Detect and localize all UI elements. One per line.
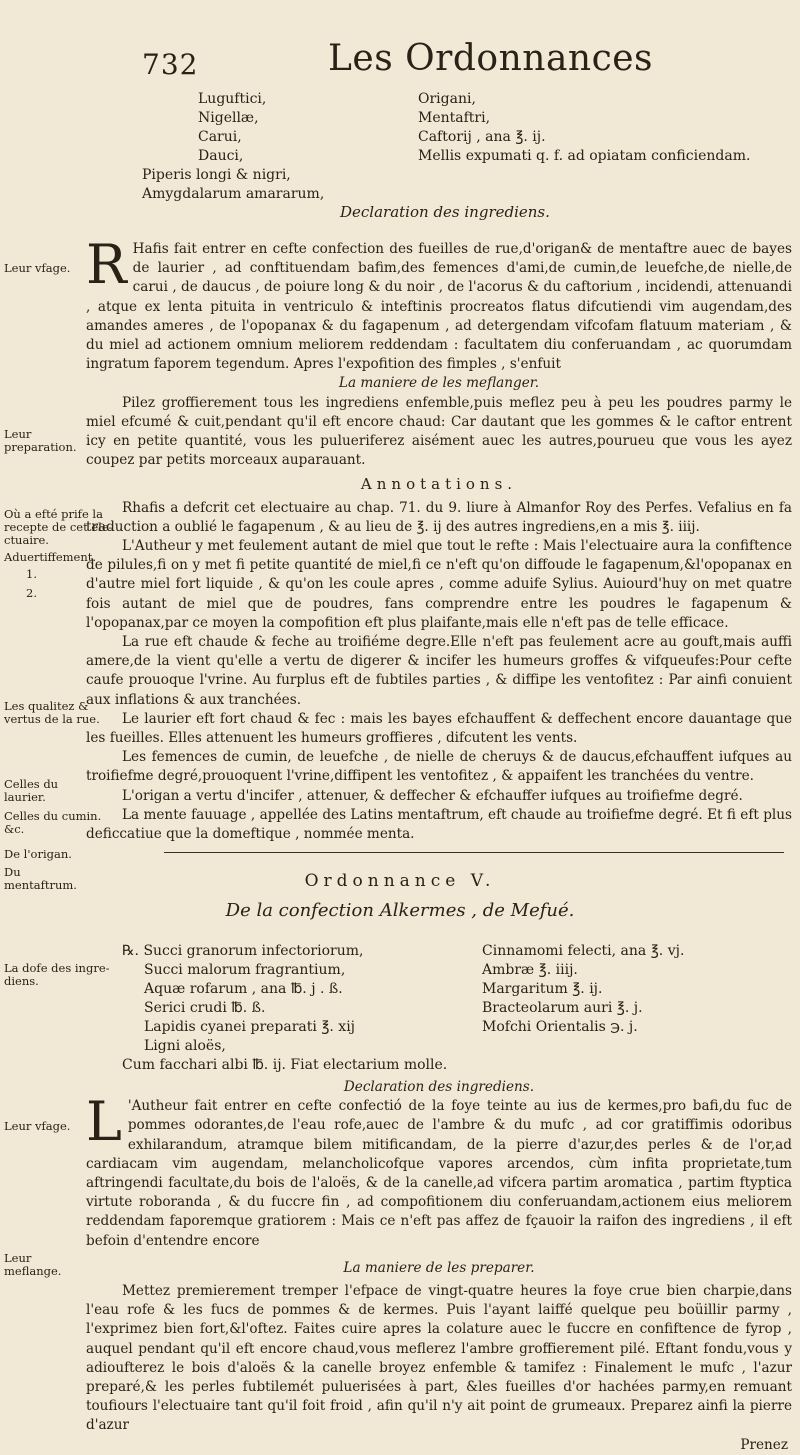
ingredient-line: Mellis expumati q. f. ad opiatam conficiendam.	[418, 148, 751, 164]
ordonnance-title: Ordonnance V.	[304, 871, 496, 891]
recipe-line: Margaritum ℥. ij.	[482, 981, 603, 997]
paragraph	[86, 233, 792, 374]
paragraph: La mente fauuage , appellée des Latins mentaftrum, eft chaude au troifiefme degré. Et fi eft plus deficcatiue que la domeftique , nommée menta.	[86, 806, 792, 843]
recipe-line: Cinnamomi felecti, ana ℥. vj.	[482, 943, 685, 959]
section-divider	[164, 852, 784, 853]
catchword: Prenez	[740, 1436, 788, 1453]
recipe-line: Bracteolarum auri ℥. j.	[482, 1000, 643, 1016]
ingredient-line: Luguftici,	[198, 91, 267, 107]
margin-note-qualities	[4, 699, 100, 726]
manner-heading: La maniere de les meflanger.	[338, 375, 540, 392]
recipe-line: Serici crudi ℔. ß.	[144, 1000, 266, 1016]
margin-line: ctuaire.	[4, 533, 49, 547]
paragraph: Les femences de cumin, de leuefche , de nielle de cheruys & de daucus,efchauffent iufques au troifiefme degré,prouoquent l'vrine,diffipent les ventofitez , & appaifent les tranchées du ventre.	[86, 749, 792, 785]
declaration-heading: Declaration des ingrediens.	[343, 1079, 535, 1095]
ingredient-line: Carui,	[198, 129, 242, 145]
margin-line: &c.	[4, 822, 25, 836]
declaration-heading: Declaration des ingrediens.	[340, 203, 550, 221]
recipe-right-column	[482, 942, 684, 1037]
margin-note-advert: Aduertiffement.	[4, 550, 97, 564]
recipe-line: Cum facchari albi ℔. ij. Fiat electarium molle.	[122, 1057, 448, 1073]
margin-line: Les qualitez &	[4, 699, 89, 713]
margin-line: recepte de cet ele-	[4, 520, 113, 534]
paragraph-text: 'Autheur fait entrer en cefte confectió de la foye teinte au ius de kermes,pro bafi,du fuc de pommes odorantes,de l'eau rofe,auec de l'ambre & du mufc , ad cor gratiffimis odoribus exhilarandum, atramque bilem mitificandam, de la pierre d'azur,des perles & de l'or,ad cardiacam vim augendam, melancholicofque vapores arcendos, cùm infita proprietate,tum aftringendi facultate,du bois de l'aloës, & de la canelle,ad vifcera partim aromatica , partim ftyptica virtute roboranda , & du fuccre fin , ad compofitionem diu conferuandam,actionem eius meliorem reddendam faporemque gratiorem : Mais ce n'eft pas affez de fçauoir la raifon des ingrediens , il eft befoin d'entendre encore	[86, 1098, 792, 1249]
recipe-line: Mofchi Orientalis ℈. j.	[482, 1019, 638, 1035]
margin-note-usage: Leur vfage.	[4, 261, 71, 275]
paragraph: Le laurier eft fort chaud & fec : mais les bayes efchauffent & deffechent encore dauantage que les fueilles. Elles attenuent les humeurs groffieres , difcutent les vents.	[86, 710, 792, 747]
body-text-1	[86, 233, 792, 844]
running-title: Les Ordonnances	[328, 38, 654, 79]
margin-line: Celles du cumin.	[4, 809, 102, 823]
ingredient-line: Caftorij , ana ℥. ij.	[418, 129, 546, 145]
ingredients-right-column	[418, 90, 750, 166]
margin-line: La dofe des ingre-	[4, 961, 110, 975]
margin-number: 1.	[26, 567, 37, 581]
ingredient-line: Amygdalarum amararum,	[142, 186, 325, 202]
margin-note-usage: Leur vfage.	[4, 1119, 71, 1133]
ingredient-line: Nigellæ,	[198, 110, 259, 126]
ingredients-left-column	[142, 90, 324, 204]
margin-note-origan: De l'origan.	[4, 847, 72, 861]
ingredient-line: Origani,	[418, 91, 476, 107]
body-text-2	[86, 1078, 792, 1455]
drop-cap: R	[86, 233, 127, 296]
recipe-line: Ambræ ℥. iiij.	[482, 962, 578, 978]
margin-note-cumin	[4, 809, 102, 836]
ingredient-line: Mentaftri,	[418, 110, 491, 126]
recipe-left-column	[122, 942, 447, 1075]
margin-note-dose	[4, 961, 110, 988]
paragraph: Pilez groffierement tous les ingrediens enfemble,puis meflez peu à peu les poudres parmy le miel efcumé & cuit,pendant qu'il eft encore chaud: Car dautant que les gommes & le caftor entrent icy en petite quantité, vous les pulueriferez aisément auec les autres,pourueu que vous les ayez coupez par petits morceaux auparauant.	[86, 394, 792, 469]
paragraph: L'Autheur y met feulement autant de miel que tout le refte : Mais l'electuaire aura la confiftence de pilules,fi on y met fi petite quantité de miel,fi ce n'eft qu'on diffoude le fagapenum,&l'opopanax en d'autre miel fort liquide , & qu'on les coule apres , comme aduife Sylius. Auiourd'huy on met quatre fois autant de miel que de poudres, fans comprendre entre les poudres le fagapenum & l'opopanax,par ce moyen la compofition eft plus plaifante,mais elle n'eft pas de telle efficace.	[86, 538, 792, 631]
paragraph: Rhafis a defcrit cet electuaire au chap. 71. du 9. liure à Almanfor Roy des Perfes. Vefalius en fa traduction a oublié le fagapenum , & au lieu de ℥. ij des autres ingrediens,en a mis ℥. iiij.	[86, 499, 792, 535]
recipe-line: Aquæ rofarum , ana ℔. j . ß.	[144, 981, 343, 997]
ingredient-line: Dauci,	[198, 148, 244, 164]
page-number: 732	[142, 48, 199, 81]
paragraph: L'origan a vertu d'incifer , attenuer, & deffecher & efchauffer iufques au troifiefme degré.	[122, 787, 743, 804]
recipe-line: ℞. Succi granorum infectoriorum,	[122, 943, 364, 959]
margin-note-mixing: Leur meflange.	[4, 1251, 62, 1278]
ingredient-line: Piperis longi & nigri,	[142, 167, 291, 183]
paragraph: Mettez premierement tremper l'efpace de vingt-quatre heures la foye crue bien charpie,dans l'eau rofe & les fucs de pommes & de kermes. Puis l'ayant laiffé quelque peu boüillir parmy , l'exprimez bien fort,&l'oftez. Faites cuire apres la colature auec le fuccre en confiftence de fyrop , auquel pendant qu'il eft encore chaud,vous meflerez l'ambre groffierement pilé. Eftant fondu,vous y adioufterez le bois d'aloës & la canelle broyez enfemble & tamifez : Finalement le mufc , l'azur preparé,& les perles fubtilemét puluerisées à part, &les fueilles d'or hachées parmy,en remuant toufiours l'electuaire tant qu'il foit froid , afin qu'il n'y ait point de grumeaux. Preparez ainfi la pierre d'azur	[86, 1283, 792, 1434]
margin-line: vertus de la rue.	[4, 712, 100, 726]
margin-note-mentastrum: Du mentaftrum.	[4, 865, 77, 892]
margin-note-preparation: Leur preparation.	[4, 427, 77, 454]
margin-note-source	[4, 507, 113, 547]
margin-line: Où a efté prife la	[4, 507, 103, 521]
paragraph-text: Hafis fait entrer en cefte confection des fueilles de rue,d'origan& de mentaftre auec de bayes de laurier , ad conftituendam bafim,des femences d'ami,de cumin,de leuefche,de nielle,de carui , de daucus , de poiure long & du noir , de l'acorus & du caftorium , incidendi, attenuandi , atque ex lenta pituita in ventriculo & inteftinis procreatos flatus difcutiendi vim augendam,des amandes ameres , de l'opopanax & du fagapenum , ad detergendam vifcofam flatuum materiam , & du miel ad actionem omnium meliorem reddendam : facultatem diu conferuandam , ac quorumdam ingratum faporem tegendum. Apres l'expofition des fimples , s'enfuit	[86, 241, 792, 373]
page-header	[0, 22, 800, 81]
recipe-line: Succi malorum fragrantium,	[144, 962, 346, 978]
recipe-line: Ligni aloës,	[144, 1038, 226, 1054]
recipe-line: Lapidis cyanei preparati ℥. xij	[144, 1019, 356, 1035]
paragraph	[86, 1090, 792, 1251]
manner-heading: La maniere de les preparer.	[343, 1259, 535, 1276]
margin-line: diens.	[4, 974, 39, 988]
paragraph: La rue eft chaude & feche au troifiéme degre.Elle n'eft pas feulement acre au gouft,mais auffi amere,de la vient qu'elle a vertu de digerer & incifer les humeurs groffes & vifqueufes:Pour cefte caufe prouoque l'vrine. Au furplus eft de fubtiles parties , & diffipe les ventofitez : Par ainfi conuient aux inflations & aux tranchées.	[86, 634, 792, 708]
margin-note-laurier: Celles du laurier.	[4, 777, 59, 804]
drop-cap: L	[86, 1090, 122, 1154]
margin-number: 2.	[26, 586, 37, 600]
annotations-heading: Annotations.	[360, 475, 518, 494]
ordonnance-subtitle: De la confection Alkermes , de Mefué.	[225, 900, 575, 921]
